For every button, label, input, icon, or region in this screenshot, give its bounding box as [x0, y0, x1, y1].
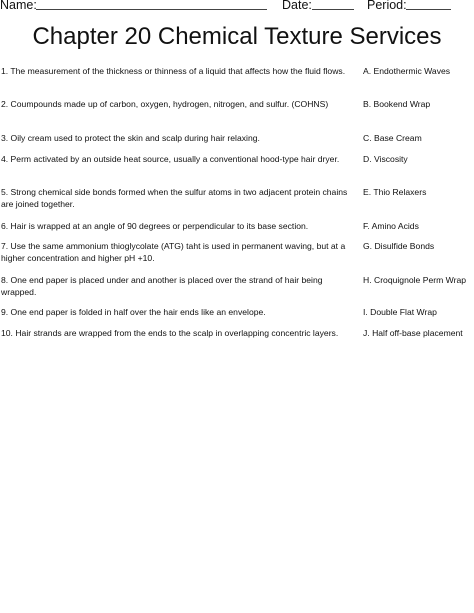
- question-item: 6. Hair is wrapped at an angle of 90 degrees or perpendicular to its base section.: [1, 221, 309, 231]
- answer-item: H. Croquignole Perm Wrap: [363, 275, 467, 285]
- answer-item: I. Double Flat Wrap: [363, 307, 437, 317]
- date-line: [312, 9, 354, 10]
- question-item: 10. Hair strands are wrapped from the ends to the scalp in overlapping concentric layers.: [1, 328, 339, 338]
- name-line: [36, 9, 267, 10]
- name-label: Name:: [0, 0, 37, 12]
- answer-item: A. Endothermic Waves: [363, 66, 451, 76]
- period-line: [406, 9, 451, 10]
- question-item: 5. Strong chemical side bonds formed when the sulfur atoms in two adjacent protein chains are joined together.: [1, 187, 348, 209]
- answer-item: J. Half off-base placement: [363, 328, 463, 338]
- answer-item: D. Viscosity: [363, 154, 408, 164]
- question-item: 8. One end paper is placed under and another is placed over the strand of hair being wrapped.: [1, 275, 323, 297]
- question-item: 3. Oily cream used to protect the skin and scalp during hair relaxing.: [1, 133, 260, 143]
- question-item: 4. Perm activated by an outside heat source, usually a conventional hood-type hair dryer.: [1, 154, 340, 164]
- period-label: Period:: [367, 0, 407, 12]
- date-label: Date:: [282, 0, 312, 12]
- answer-item: B. Bookend Wrap: [363, 99, 431, 109]
- page-title: Chapter 20 Chemical Texture Services: [32, 23, 442, 50]
- answer-item: F. Amino Acids: [363, 221, 419, 231]
- question-item: 1. The measurement of the thickness or thinness of a liquid that affects how the fluid flows.: [1, 66, 346, 76]
- answer-item: C. Base Cream: [363, 133, 422, 143]
- answer-item: E. Thio Relaxers: [363, 187, 427, 197]
- worksheet-header: [0, 0, 474, 15]
- question-item: 7. Use the same ammonium thioglycolate (ATG) taht is used in permanent waving, but at a higher concentration and higher pH +10.: [1, 241, 346, 263]
- question-item: 2. Coumpounds made up of carbon, oxygen, hydrogen, nitrogen, and sulfur. (COHNS): [1, 99, 329, 109]
- question-item: 9. One end paper is folded in half over the hair ends like an envelope.: [1, 307, 266, 317]
- answer-item: G. Disulfide Bonds: [363, 241, 435, 251]
